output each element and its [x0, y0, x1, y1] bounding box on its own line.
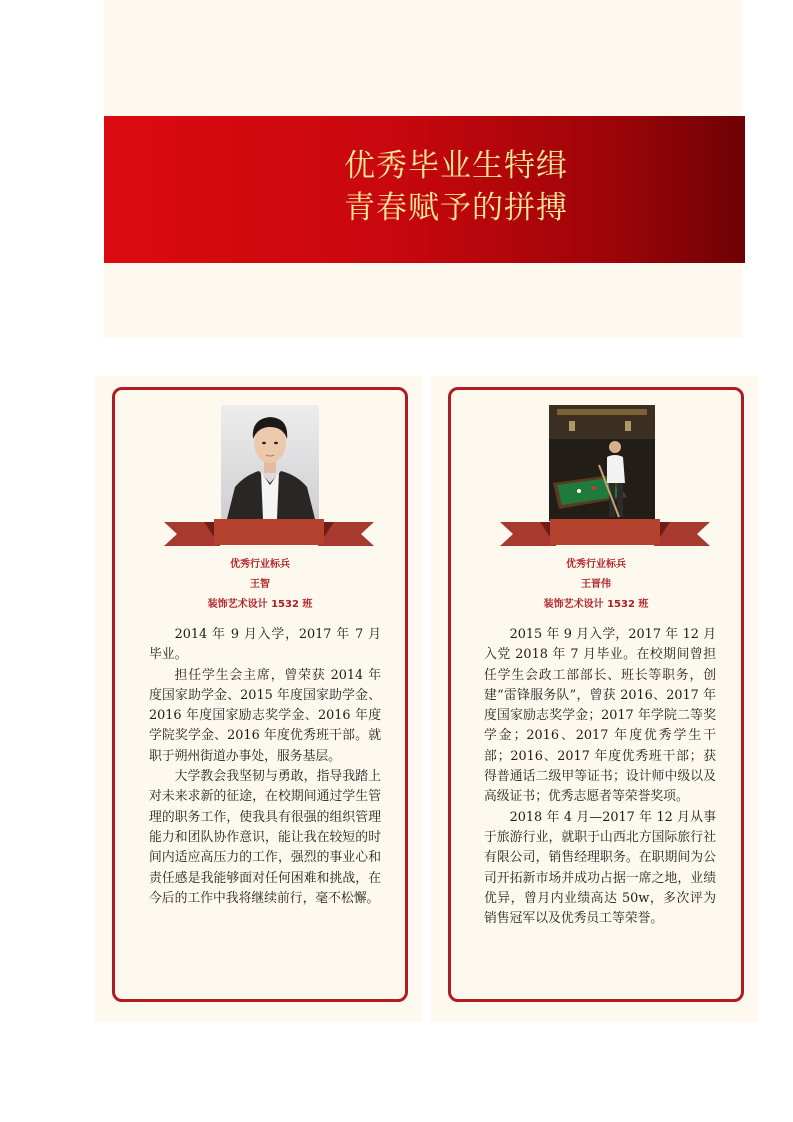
profile-1-paragraph-3: 大学教会我坚韧与勇敢，指导我踏上对未来求新的征途，在校期间通过学生管理的职务工作，使我具有很强的组织管理能力和团队协作意识，能让我在较短的时间内适应高压力的工作，强烈的事业心和责任感是我能够面对任何困难和挑战，在今后的工作中我将继续前行，毫不松懈。	[149, 769, 381, 906]
profile-2-paragraph-2: 2018 年 4 月—2017 年 12 月从事于旅游行业，就职于山西北方国际旅行社有限公司，销售经理职务。在职期间为公司开拓新市场并成功占据一席之地，业绩优异，曾月内业绩高达 50w，多次评为销售冠军以及优秀员工等荣誉。	[484, 809, 716, 927]
profile-1-name: 王智	[250, 579, 270, 590]
ribbon-banner-icon	[164, 519, 374, 549]
page-title	[344, 145, 568, 229]
ribbon-banner-icon	[500, 519, 710, 549]
profile-1-category: 优秀行业标兵	[230, 559, 290, 570]
profile-1-bio	[149, 625, 381, 909]
title-line-1: 优秀毕业生特缉	[344, 148, 568, 184]
profile-2-paragraph-1: 2015 年 9 月入学，2017 年 12 月入党 2018 年 7 月毕业。在校期间曾担任学生会政工部部长、班长等职务，创建“雷锋服务队”，曾获 2016、2017 年度国家励志奖学金；2017 年学院二等奖学金；2016、2017 年度优秀学生干部；2016、2017 年度优秀班干部；获得普通话二级甲等证书；设计师中级以及高级证书；优秀志愿者等荣誉奖项。	[484, 627, 716, 805]
billiards-photo	[549, 405, 655, 521]
profile-1-paragraph-1: 2014 年 9 月入学，2017 年 7 月毕业。	[149, 627, 381, 663]
profile-1-paragraph-2: 担任学生会主席，曾荣获 2014 年度国家助学金、2015 年度国家助学金、2016 年度国家励志奖学金、2016 年度学院奖学金、2016 年度优秀班干部。就职于朔州街道办事处，服务基层。	[149, 667, 381, 764]
profile-1-class: 装饰艺术设计 1532 班	[207, 599, 313, 610]
profile-2-bio	[484, 625, 716, 929]
profile-2-category: 优秀行业标兵	[566, 559, 626, 570]
profile-2-class: 装饰艺术设计 1532 班	[543, 599, 649, 610]
profile-2-name: 王晋伟	[581, 579, 611, 590]
title-line-2: 青春赋予的拼搏	[344, 190, 568, 226]
portrait-photo	[221, 405, 319, 519]
